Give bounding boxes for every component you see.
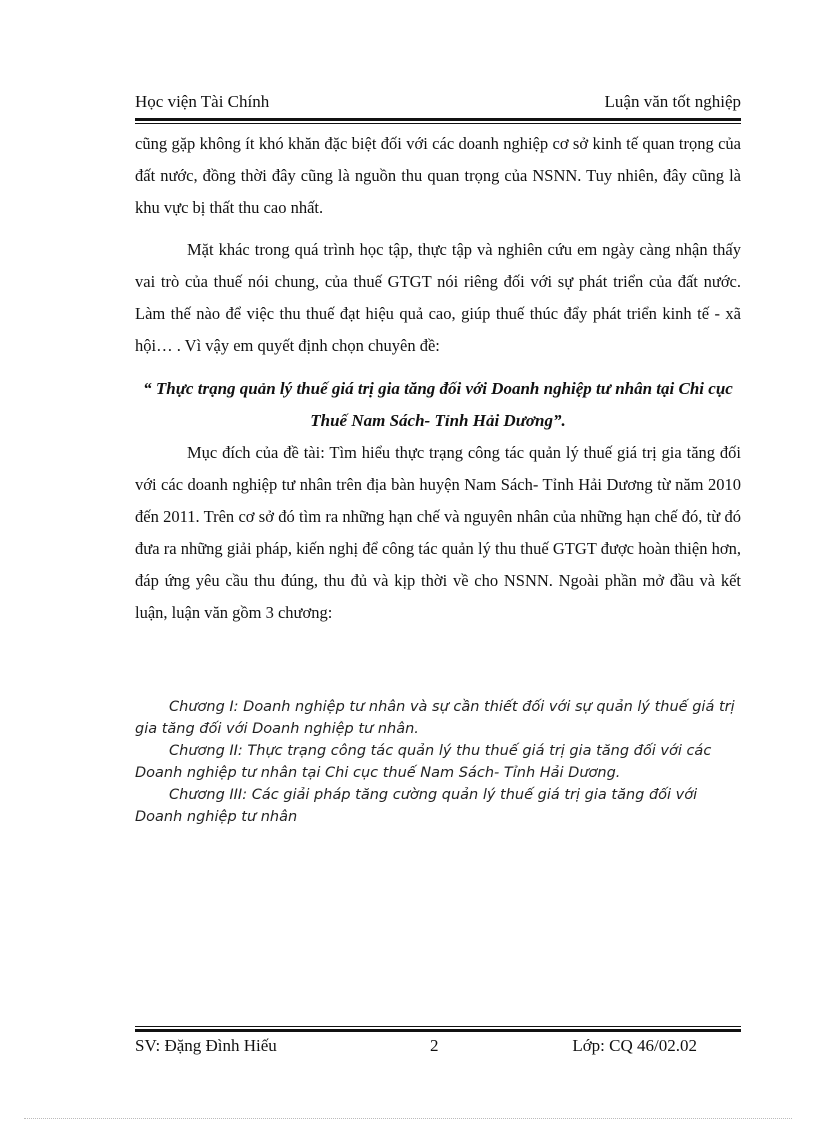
paragraph-purpose: Mục đích của đề tài: Tìm hiểu thực trạng công tác quản lý thuế giá trị gia tăng đối với các doanh nghiệp tư nhân trên địa bàn huyện Nam Sách- Tỉnh Hải Dương từ năm 2010 đến 2011. Trên cơ sở đó tìm ra những hạn chế và nguyên nhân của những hạn chế đó, từ đó đưa ra những giải pháp, kiến nghị để công tác quản lý thu thuế GTGT được hoàn thiện hơn, đáp ứng yêu cầu thu đúng, thu đủ và kịp thời về cho NSNN. Ngoài phần mở đầu và kết luận, luận văn gồm 3 chương: bbox=[135, 443, 741, 622]
header-rule-thin bbox=[135, 123, 741, 124]
page-footer bbox=[135, 1036, 741, 1060]
chapter-list bbox=[135, 696, 741, 828]
footer-rule-thin bbox=[135, 1026, 741, 1027]
footer-rule-thick bbox=[135, 1029, 741, 1032]
page-edge-divider bbox=[24, 1118, 792, 1119]
chapter-item-3: Chương III: Các giải pháp tăng cường quản lý thuế giá trị gia tăng đối với Doanh nghiệp tư nhân bbox=[135, 787, 698, 825]
footer-page-number: 2 bbox=[430, 1036, 439, 1055]
chapter-item-1: Chương I: Doanh nghiệp tư nhân và sự cần thiết đối với sự quản lý thuế giá trị gia tăng đối với Doanh nghiệp tư nhân. bbox=[135, 699, 735, 737]
footer-student: SV: Đặng Đình Hiếu bbox=[135, 1036, 277, 1055]
paragraph-motivation: Mặt khác trong quá trình học tập, thực tập và nghiên cứu em ngày càng nhận thấy vai trò của thuế nói chung, của thuế GTGT nói riêng đối với sự phát triển của đất nước. Làm thế nào để việc thu thuế đạt hiệu quả cao, giúp thuế thúc đẩy phát triển kinh tế - xã hội… . Vì vậy em quyết định chọn chuyên đề: bbox=[135, 240, 741, 355]
topic-title: “ Thực trạng quản lý thuế giá trị gia tăng đối với Doanh nghiệp tư nhân tại Chi cục Thuế Nam Sách- Tỉnh Hải Dương”. bbox=[143, 379, 733, 430]
paragraph-continuation: cũng gặp không ít khó khăn đặc biệt đối với các doanh nghiệp cơ sở kinh tế quan trọng của đất nước, đồng thời đây cũng là nguồn thu quan trọng của NSNN. Tuy nhiên, đây cũng là khu vực bị thất thu cao nhất. bbox=[135, 134, 741, 217]
page-header bbox=[135, 92, 741, 118]
header-institution: Học viện Tài Chính bbox=[135, 92, 270, 111]
chapter-item-2: Chương II: Thực trạng công tác quản lý thu thuế giá trị gia tăng đối với các Doanh nghiệp tư nhân tại Chi cục thuế Nam Sách- Tỉnh Hải Dương. bbox=[135, 743, 712, 781]
header-document-type: Luận văn tốt nghiệp bbox=[604, 92, 741, 111]
footer-class: Lớp: CQ 46/02.02 bbox=[572, 1036, 697, 1055]
header-rule-thick bbox=[135, 118, 741, 121]
